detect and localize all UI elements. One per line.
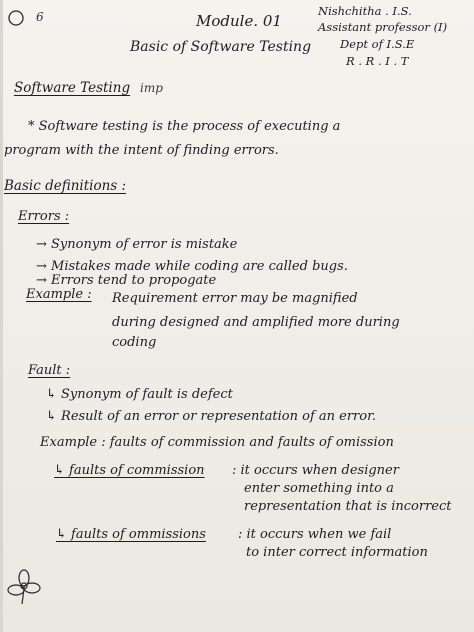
- omission-line-1: : it occurs when we fail: [238, 527, 392, 542]
- importance-tag: imp: [140, 81, 163, 95]
- faults-of-commission-label: ↳ faults of commission: [54, 463, 205, 478]
- intro-line-2: program with the intent of finding errors.: [4, 143, 279, 158]
- errors-example-line-2: during designed and amplified more during: [112, 315, 400, 330]
- errors-example-line-1: Requirement error may be magnified: [112, 291, 358, 306]
- omission-line-2: to inter correct information: [246, 545, 428, 560]
- fault-bullet-1: ↳ Synonym of fault is defect: [46, 387, 233, 402]
- errors-example-label: Example :: [26, 287, 92, 302]
- page-edge: [0, 0, 3, 632]
- circle-mark-icon: [6, 6, 46, 28]
- errors-example-line-3: coding: [112, 335, 157, 350]
- intro-line-1: * Software testing is the process of executing a: [28, 119, 341, 134]
- flower-doodle-icon: [4, 566, 44, 610]
- faults-of-omission-label: ↳ faults of ommissions: [56, 527, 206, 542]
- stamp-number: 6: [36, 10, 44, 24]
- section-heading: Software Testing: [14, 80, 131, 96]
- errors-bullet-2: → Mistakes made while coding are called bugs.: [36, 259, 348, 274]
- errors-bullet-1: → Synonym of error is mistake: [36, 237, 238, 252]
- module-title: Module. 01: [196, 12, 282, 30]
- page-title: Basic of Software Testing: [130, 39, 312, 55]
- fault-bullet-2: ↳ Result of an error or representation of an error.: [46, 409, 377, 424]
- fault-example: Example : faults of commission and faults of omission: [40, 435, 394, 450]
- commission-line-3: representation that is incorrect: [244, 499, 452, 514]
- author-line-2: Assistant professor (I): [318, 20, 448, 34]
- basic-definitions-heading: Basic definitions :: [4, 178, 127, 194]
- commission-line-1: : it occurs when designer: [232, 463, 399, 478]
- errors-heading: Errors :: [18, 209, 70, 224]
- errors-bullet-3: → Errors tend to propogate: [36, 273, 217, 288]
- author-line-4: R . R . I . T: [346, 54, 409, 68]
- author-line-3: Dept of I.S.E: [340, 37, 415, 51]
- fault-heading: Fault :: [28, 363, 71, 378]
- author-line-1: Nishchitha . I.S.: [318, 4, 412, 18]
- commission-line-2: enter something into a: [244, 481, 394, 496]
